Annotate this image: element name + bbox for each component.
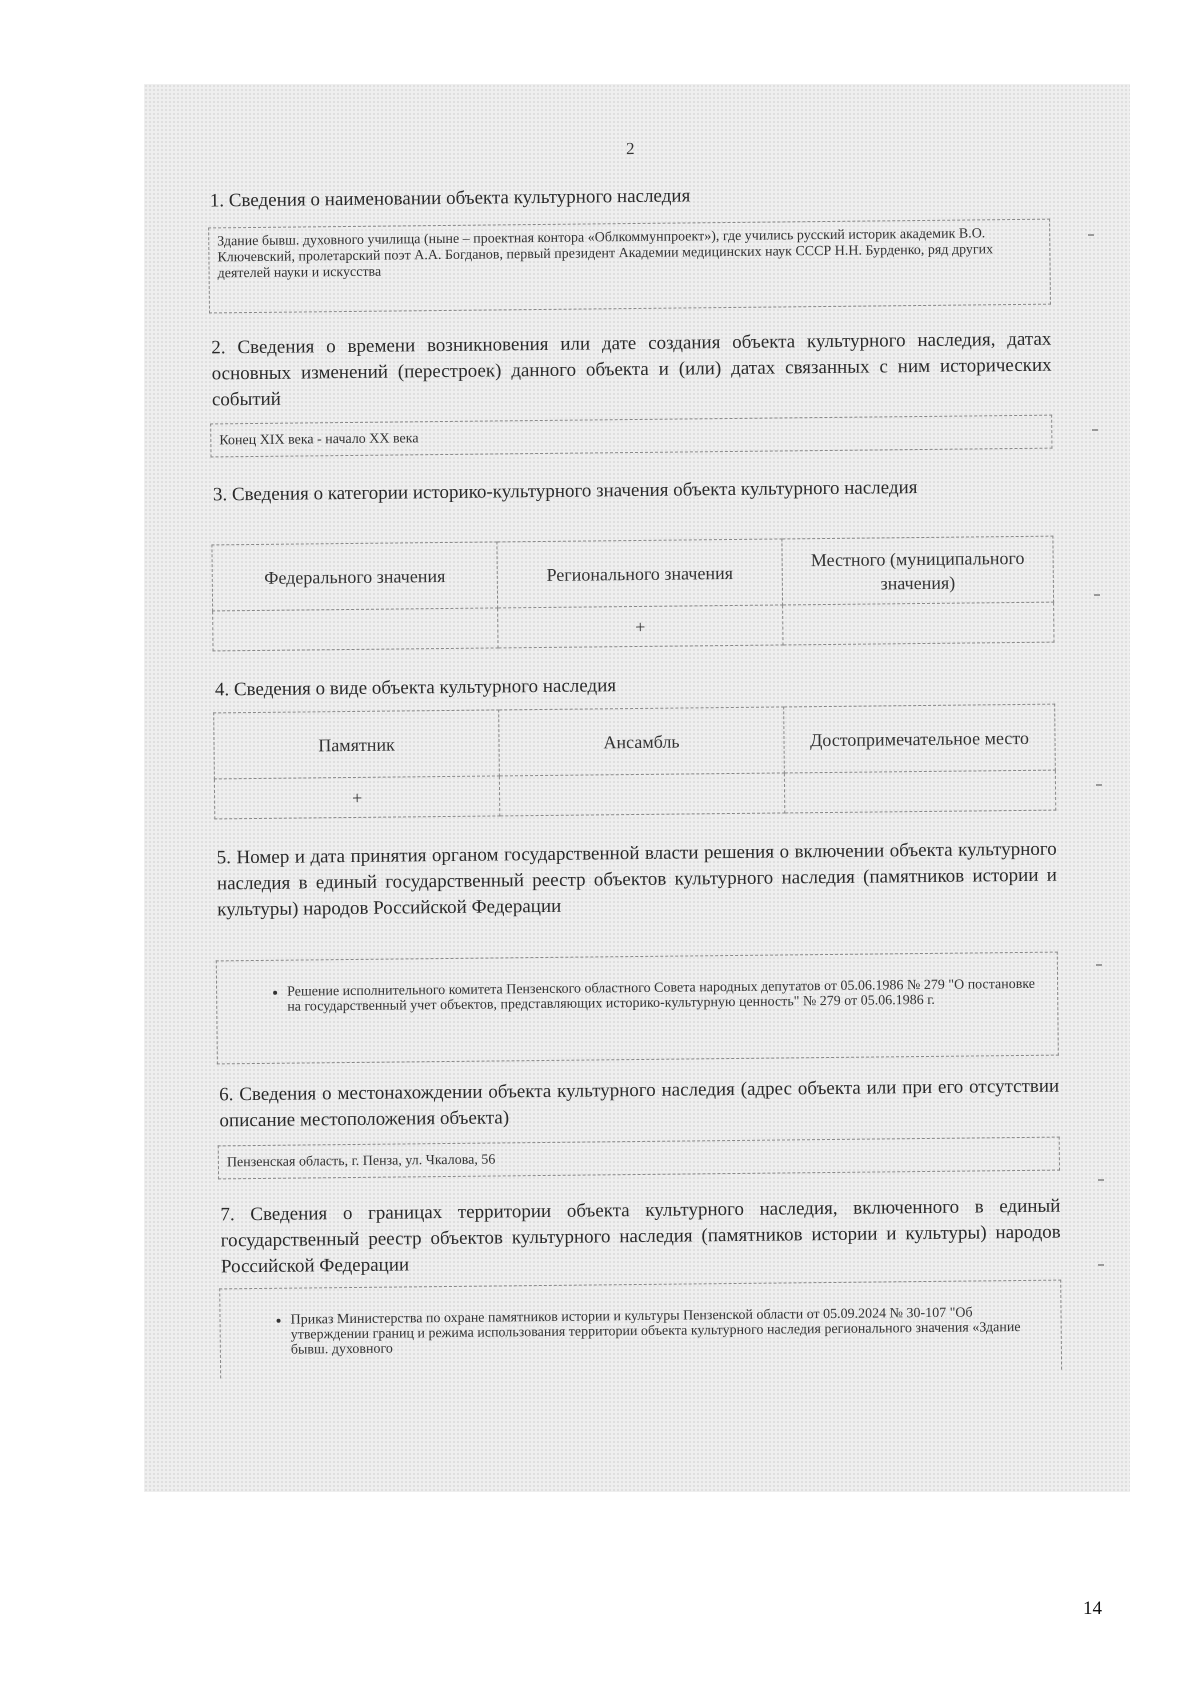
- section-2-heading: 2. Сведения о времени возникновения или дате создания объекта культурного наследия, датах основных изменений (перестроек) данного объекта и (или) датах связанных с ним исторических событий: [211, 328, 1052, 411]
- decision-item: • Решение исполнительного комитета Пензенского областного Совета народных депутатов от 05.06.1986 № 279 "О постановке на государственный учет объектов, представляющих историко-культурную ценность" № 279 от 05.06.1986 г.: [287, 977, 1039, 1015]
- decision-list: [225, 977, 1049, 1016]
- section-7-heading: 7. Сведения о границах территории объекта культурного наследия, включенного в единый государственный реестр объектов культурного наследия (памятников истории и культуры) народов Российской Федерации: [220, 1195, 1061, 1278]
- type-header-monument: Памятник: [214, 710, 500, 779]
- date-text: Конец XIX века - начало XX века: [219, 431, 419, 449]
- section-6-heading: 6. Сведения о местонахождении объекта культурного наследия (адрес объекта или при его отсутствии описание местоположения объекта): [219, 1075, 1060, 1132]
- category-mark-federal: [213, 608, 498, 651]
- category-header-regional: Регионального значения: [497, 539, 783, 608]
- category-header-local: Местного (муниципального значения): [782, 536, 1054, 605]
- scan-page-number: 2: [625, 138, 635, 159]
- scan-artifact-mark: [1098, 1179, 1104, 1181]
- category-mark-regional: +: [498, 605, 783, 648]
- scan-artifact-mark: [1094, 594, 1100, 596]
- section-5-value-box: [216, 952, 1059, 1065]
- scan-artifact-mark: [1098, 1264, 1104, 1266]
- scan-artifact-mark: [1096, 964, 1102, 966]
- type-mark-ensemble: [499, 773, 784, 816]
- footer-page-number: 14: [1083, 1598, 1102, 1619]
- category-mark-local: [783, 602, 1054, 645]
- category-header-federal: Федерального значения: [212, 542, 498, 611]
- type-header-landmark: Достопримечательное место: [784, 704, 1056, 773]
- scan-artifact-mark: [1096, 784, 1102, 786]
- type-header-ensemble: Ансамбль: [499, 707, 785, 776]
- boundaries-list: [228, 1305, 1052, 1359]
- type-mark-monument: +: [214, 776, 499, 819]
- section-3-heading: 3. Сведения о категории историко-культурного значения объекта культурного наследия: [212, 477, 918, 506]
- category-table: [211, 536, 1054, 652]
- section-2-value-box: [210, 415, 1052, 458]
- scan-artifact-mark: [1092, 429, 1098, 431]
- address-text: Пензенская область, г. Пенза, ул. Чкалова, 56: [226, 1152, 496, 1171]
- section-1-heading: 1. Сведения о наименовании объекта культурного наследия: [209, 185, 691, 212]
- scan-artifact-mark: [1088, 234, 1094, 236]
- section-6-value-box: [218, 1137, 1060, 1180]
- object-name-text: Здание бывш. духовного училища (ныне – проектная контора «Облкоммунпроект»), где учились русский историк академик В.О. Ключевский, пролетарский поэт А.А. Богданов, первый президент Академии медицинских наук СССР Н.Н. Бурденко, ряд других деятелей науки и искусства: [217, 226, 994, 282]
- section-4-heading: 4. Сведения о виде объекта культурного наследия: [214, 675, 617, 701]
- boundaries-item: • Приказ Министерства по охране памятников истории и культуры Пензенской области от 05.09.2024 № 30-107 "Об утверждении границ и режима использования территории объекта культурного наследия регионального значения «Здание бывш. духовного: [290, 1305, 1042, 1358]
- type-mark-landmark: [784, 770, 1055, 813]
- section-5-heading: 5. Номер и дата принятия органом государственной власти решения о включении объекта культурного наследия в единый государственный реестр объектов культурного наследия (памятников истории и культуры) народов Российской Федерации: [216, 838, 1058, 921]
- scanned-page: [144, 84, 1130, 1492]
- section-1-value-box: [208, 219, 1051, 314]
- section-7-value-box: [219, 1280, 1062, 1379]
- type-table: [213, 704, 1056, 820]
